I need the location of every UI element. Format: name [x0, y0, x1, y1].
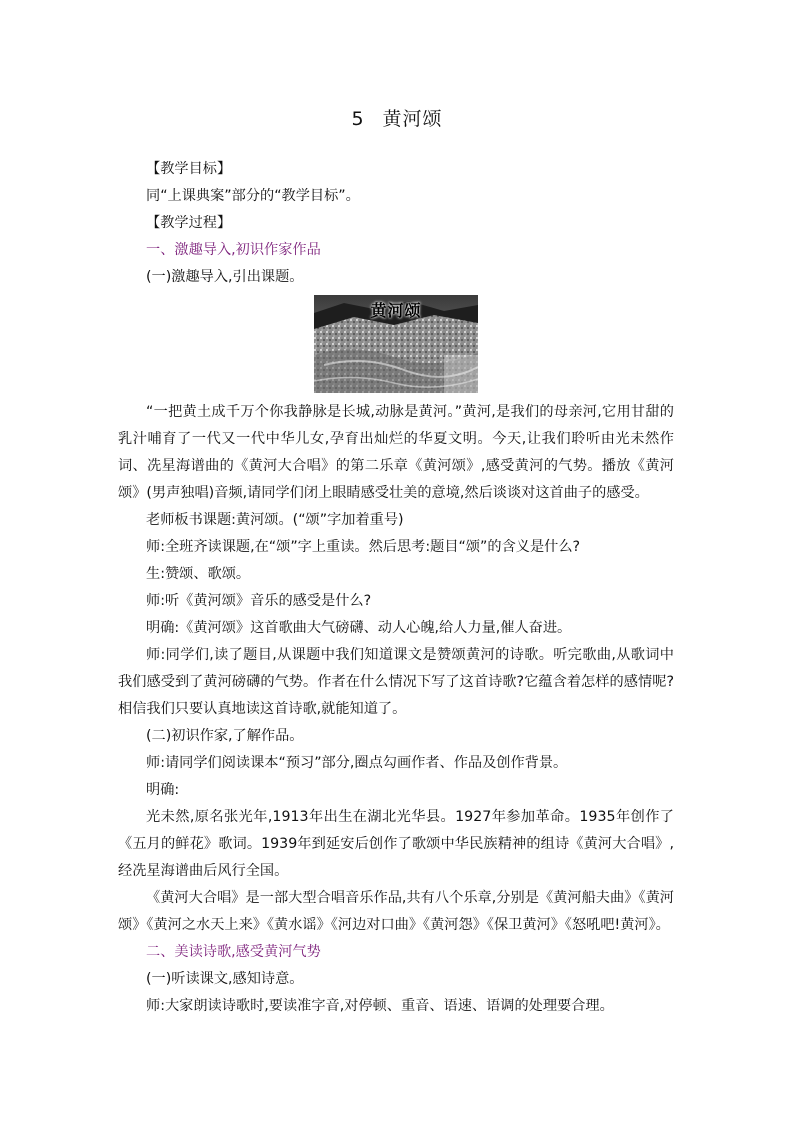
paragraph: (一)激趣导入,引出课题。: [146, 269, 304, 285]
title-number: 5: [351, 108, 365, 130]
paragraph: (一)听读课文,感知诗意。: [146, 971, 304, 987]
paragraph: 明确:《黄河颂》这首歌曲大气磅礴、动人心魄,给人力量,催人奋进。: [146, 620, 572, 636]
title-text: 黄河颂: [382, 108, 443, 130]
paragraph: 师:全班齐读课题,在“颂”字上重读。然后思考:题目“颂”的含义是什么?: [146, 539, 581, 555]
paragraph: 生:赞颂、歌颂。: [146, 566, 251, 582]
paragraph: 师:请同学们阅读课本“预习”部分,圈点勾画作者、作品及创作背景。: [146, 755, 568, 771]
paragraph: “一把黄土成千万个你我静脉是长城,动脉是黄河。”黄河,是我们的母亲河,它用甘甜的乳汁哺育了一代又一代中华儿女,孕育出灿烂的华夏文明。今天,让我们聆听由光未然作词、冼星海谱曲的《黄河大合唱》的第二乐章《黄河颂》,感受黄河的气势。播放《黄河颂》(男声独唱)音频,请同学们闭上眼睛感受壮美的意境,然后谈谈对这首曲子的感受。: [118, 404, 674, 501]
paragraph: 一、激趣导入,初识作家作品: [146, 242, 321, 258]
paragraph: (二)初识作家,了解作品。: [146, 728, 304, 744]
paragraph: 【教学目标】: [146, 161, 232, 177]
yellow-river-image: [314, 295, 478, 393]
paragraph: 光未然,原名张光年,1913年出生在湖北光华县。1927年参加革命。1935年创作了《五月的鲜花》歌词。1939年到延安后创作了歌颂中华民族精神的组诗《黄河大合唱》,经冼星海谱曲后风行全国。: [118, 809, 674, 879]
paragraph: 明确:: [146, 782, 180, 798]
paragraph: 二、美读诗歌,感受黄河气势: [146, 944, 321, 960]
image-caption: 黄河颂: [370, 301, 422, 320]
paragraph: 【教学过程】: [146, 215, 232, 231]
document-body: [118, 156, 674, 1020]
paragraph: 《黄河大合唱》是一部大型合唱音乐作品,共有八个乐章,分别是《黄河船夫曲》《黄河颂》《黄河之水天上来》《黄水谣》《河边对口曲》《黄河怨》《保卫黄河》《怒吼吧!黄河》。: [118, 890, 674, 933]
paragraph: 师:听《黄河颂》音乐的感受是什么?: [146, 593, 372, 609]
paragraph: 师:大家朗读诗歌时,要读准字音,对停顿、重音、语速、语调的处理要合理。: [146, 998, 614, 1014]
paragraph: 师:同学们,读了题目,从课题中我们知道课文是赞颂黄河的诗歌。听完歌曲,从歌词中我们感受到了黄河磅礴的气势。作者在什么情况下写了这首诗歌?它蕴含着怎样的感情呢?相信我们只要认真地读这首诗歌,就能知道了。: [118, 647, 674, 717]
paragraph: 老师板书课题:黄河颂。(“颂”字加着重号): [146, 512, 404, 528]
paragraph: 同“上课典案”部分的“教学目标”。: [146, 188, 360, 204]
page-title: [0, 104, 794, 131]
